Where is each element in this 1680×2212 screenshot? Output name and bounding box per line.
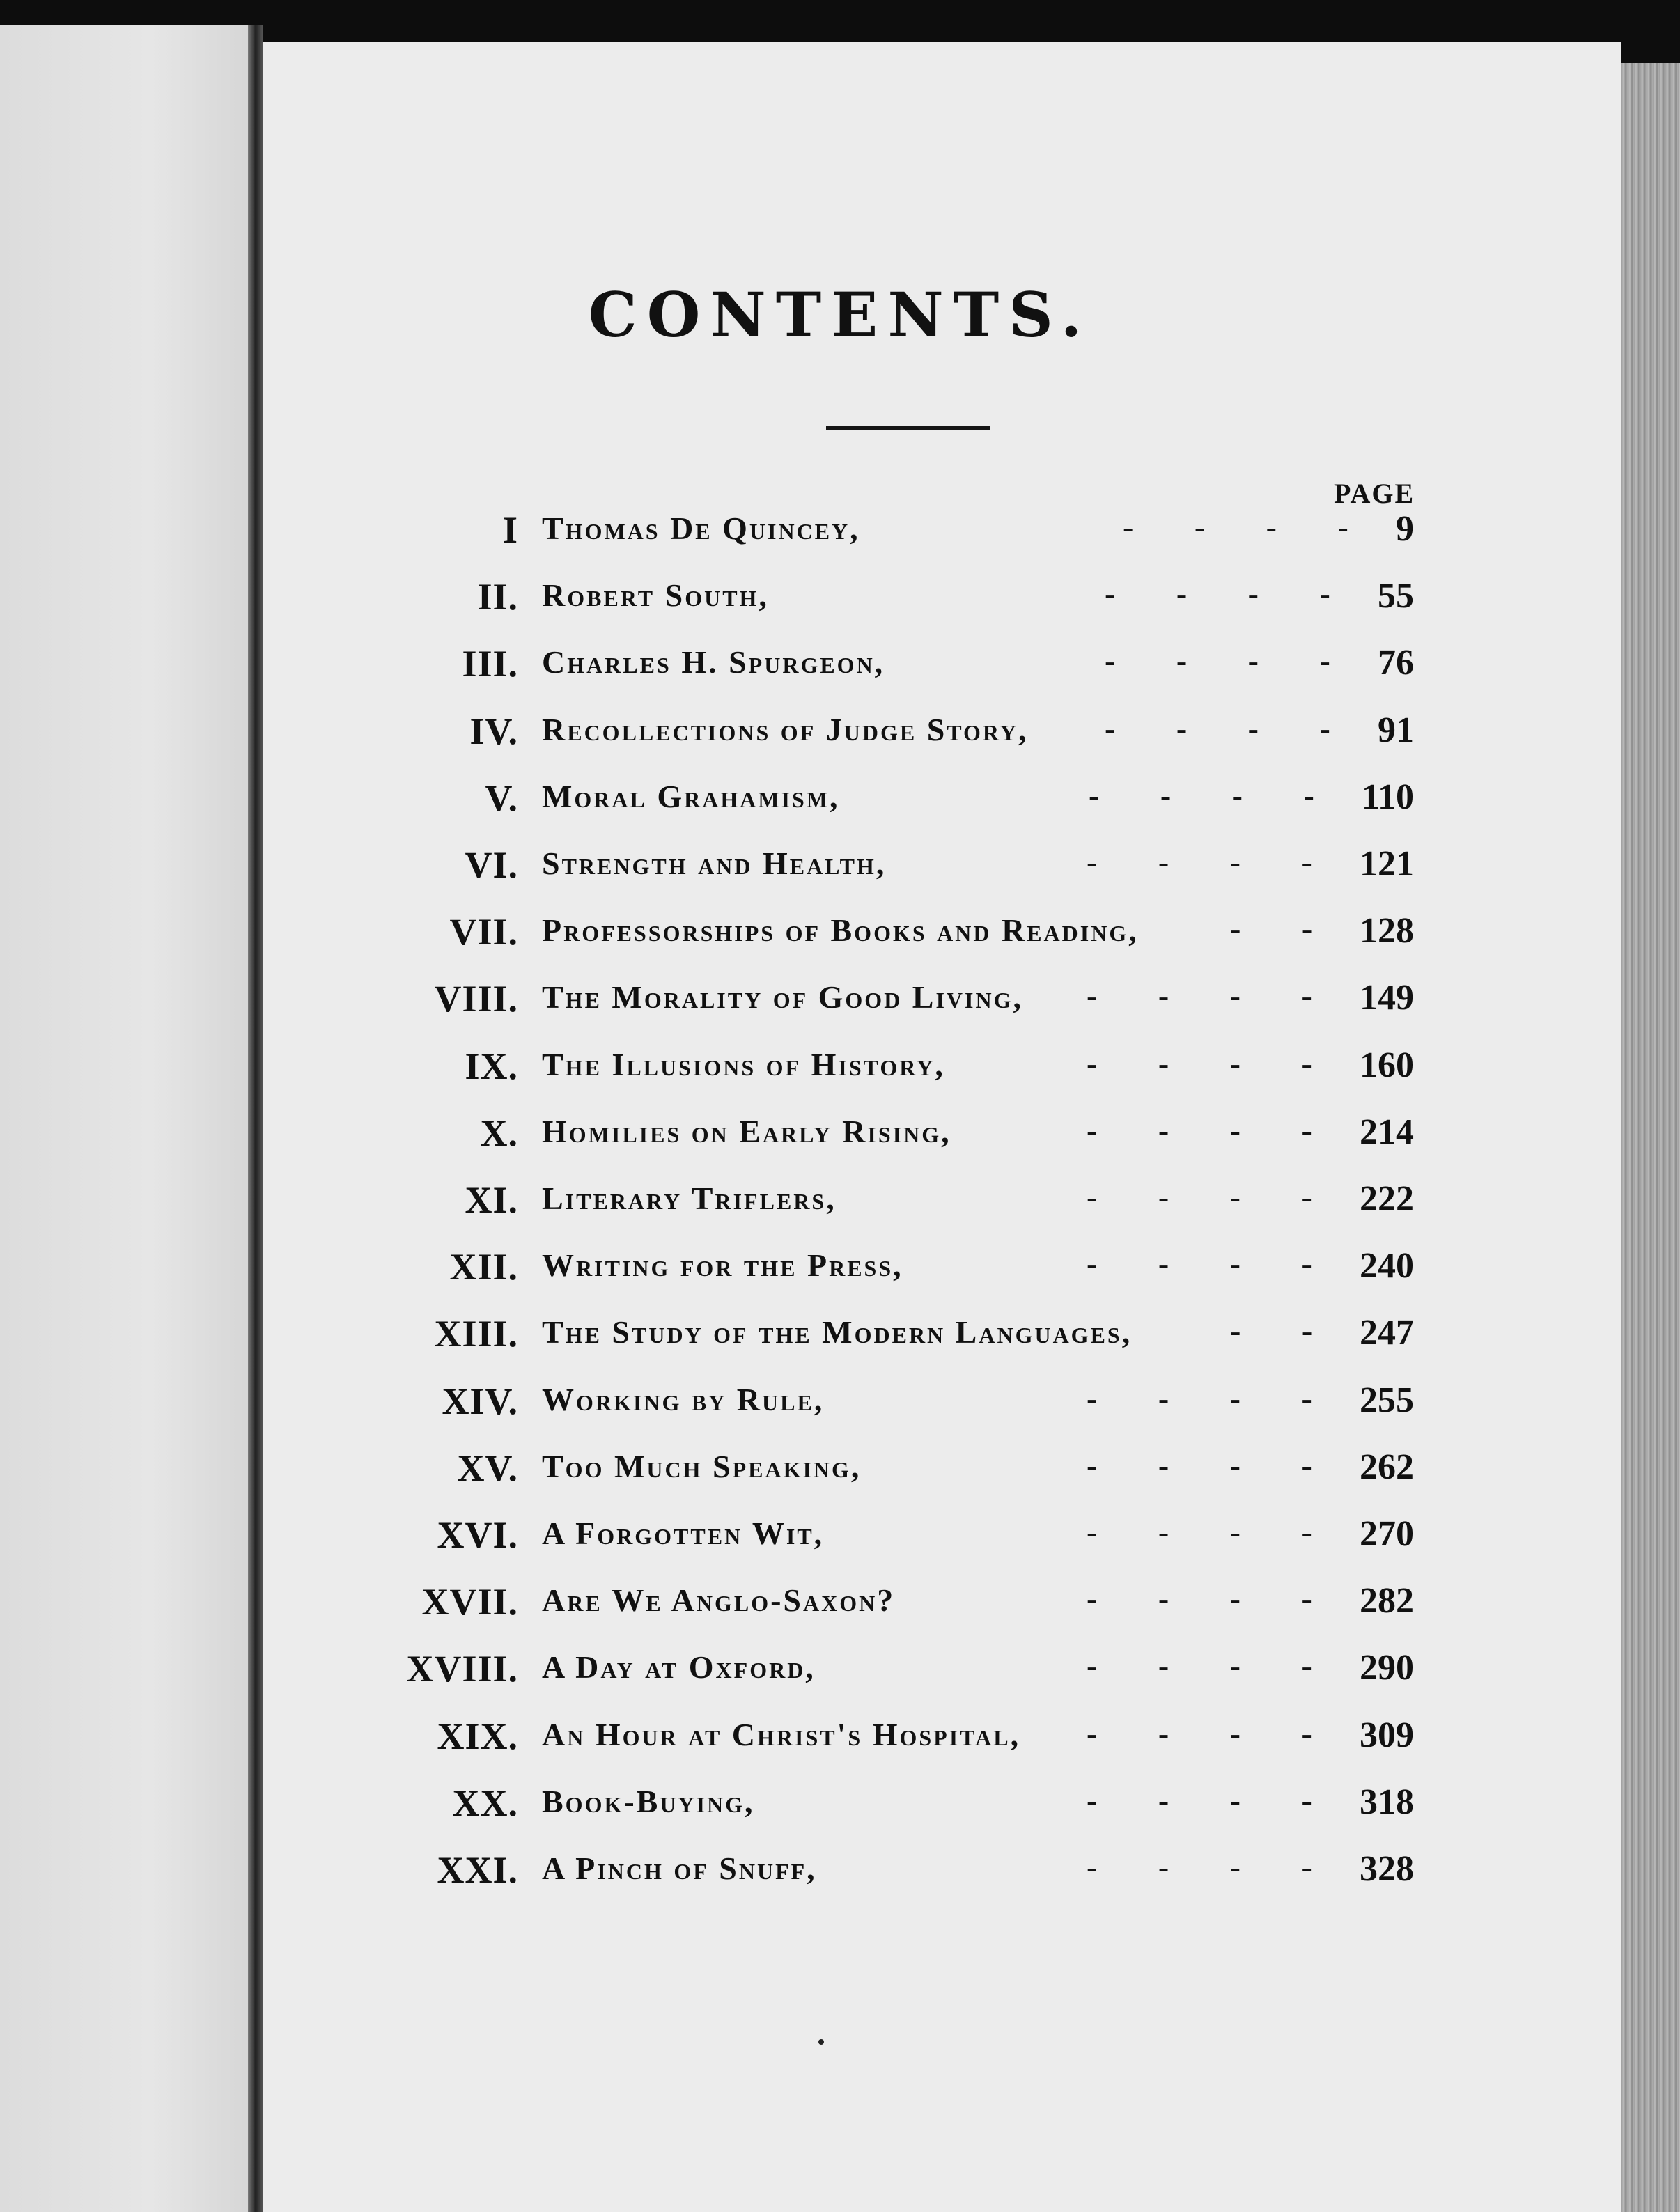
chapter-number: XI. — [465, 1179, 518, 1221]
chapter-title: A Day at Oxford, — [542, 1649, 816, 1685]
chapter-title: Too Much Speaking, — [542, 1448, 862, 1484]
page-number: 318 — [1360, 1782, 1414, 1822]
page-number: 160 — [1360, 1045, 1414, 1085]
page-title: CONTENTS. — [588, 279, 1092, 351]
page-number: 222 — [1360, 1179, 1414, 1219]
dot-leader: - - - - — [1123, 509, 1375, 545]
page-number: 91 — [1378, 710, 1414, 750]
chapter-number: XV. — [457, 1447, 518, 1489]
dot-leader: - - - - — [1087, 1045, 1339, 1081]
chapter-number: II. — [477, 576, 518, 618]
chapter-title: Working by Rule, — [542, 1381, 825, 1417]
chapter-number: IX. — [465, 1045, 518, 1087]
dot-leader: - - - - — [1087, 1514, 1339, 1550]
dot-leader: - - - - — [1087, 1112, 1339, 1148]
toc-entry — [0, 1848, 1680, 1911]
chapter-title: Moral Grahamism, — [542, 778, 840, 814]
chapter-title: The Study of the Modern Languages, — [542, 1314, 1133, 1350]
toc-entry — [0, 710, 1680, 772]
chapter-title: Recollections of Judge Story, — [542, 711, 1029, 747]
chapter-title: Professorships of Books and Reading, — [542, 912, 1139, 949]
page-number: 247 — [1360, 1313, 1414, 1353]
toc-entry — [0, 508, 1680, 571]
dot-leader: - - - - — [1087, 1447, 1339, 1483]
chapter-number: IV. — [469, 710, 518, 752]
toc-entry — [0, 977, 1680, 1040]
dot-leader: - - - - — [1087, 1849, 1339, 1885]
toc-entry — [0, 1715, 1680, 1777]
dot-leader: - - - - — [1087, 1715, 1339, 1751]
chapter-title: An Hour at Christ's Hospital, — [542, 1716, 1021, 1752]
chapter-number: XX. — [452, 1782, 518, 1824]
chapter-number: III. — [462, 643, 518, 685]
chapter-title: Charles H. Spurgeon, — [542, 644, 885, 680]
toc-entry — [0, 777, 1680, 839]
dot-leader: - - - - — [1089, 777, 1341, 813]
chapter-title: Writing for the Press, — [542, 1247, 903, 1284]
toc-entry — [0, 1312, 1680, 1375]
toc-entry — [0, 1380, 1680, 1442]
page-number: 76 — [1378, 643, 1414, 683]
dot-leader: - - - - — [1087, 1246, 1339, 1282]
chapter-title: Strength and Health, — [542, 846, 887, 881]
page-number: 270 — [1360, 1514, 1414, 1554]
title-rule — [826, 426, 990, 430]
chapter-number: XIII. — [434, 1313, 518, 1355]
chapter-title: A Pinch of Snuff, — [542, 1851, 817, 1886]
chapter-number: VI. — [465, 844, 518, 886]
chapter-number: XII. — [449, 1246, 518, 1288]
toc-entry — [0, 1647, 1680, 1710]
page-number: 214 — [1360, 1112, 1414, 1152]
page-number: 262 — [1360, 1447, 1414, 1487]
chapter-number: XIX. — [437, 1715, 518, 1757]
dot-leader: - - - - — [1105, 643, 1357, 679]
dot-leader: - - — [1230, 911, 1339, 947]
page-column-header: PAGE — [1334, 478, 1415, 509]
page-number: 309 — [1360, 1715, 1414, 1755]
page-number: 149 — [1360, 978, 1414, 1018]
dot-leader: - - — [1230, 1313, 1339, 1349]
chapter-number: XXI. — [437, 1849, 518, 1891]
chapter-number: X. — [480, 1112, 518, 1154]
dot-leader: - - - - — [1087, 978, 1339, 1014]
dot-leader: - - - - — [1105, 576, 1357, 612]
chapter-title: A Forgotten Wit, — [542, 1516, 825, 1551]
toc-entry — [0, 1513, 1680, 1576]
chapter-number: XVI. — [437, 1514, 518, 1556]
chapter-title: Homilies on Early Rising, — [542, 1113, 951, 1149]
chapter-number: XVIII. — [406, 1648, 518, 1690]
page-number: 9 — [1396, 509, 1414, 549]
chapter-title: Literary Triflers, — [542, 1181, 837, 1216]
page-number: 255 — [1360, 1380, 1414, 1420]
chapter-number: V. — [485, 777, 518, 819]
chapter-title: Book-Buying, — [542, 1783, 755, 1819]
chapter-title: The Illusions of History, — [542, 1046, 945, 1082]
chapter-number: VIII. — [434, 978, 518, 1020]
dot-leader: - - - - — [1087, 1380, 1339, 1416]
page-number: 121 — [1360, 844, 1414, 884]
chapter-title: Robert South, — [542, 577, 769, 614]
dot-leader: - - - - — [1087, 1648, 1339, 1684]
toc-entry — [0, 575, 1680, 638]
chapter-title: The Morality of Good Living, — [542, 979, 1023, 1015]
page-number: 55 — [1378, 576, 1414, 616]
ink-dot — [818, 2039, 824, 2045]
toc-entry — [0, 910, 1680, 973]
dot-leader: - - - - — [1087, 1782, 1339, 1818]
chapter-title: Thomas De Quincey, — [542, 511, 860, 546]
toc-entry — [0, 1045, 1680, 1107]
toc-entry — [0, 1178, 1680, 1241]
dot-leader: - - - - — [1105, 710, 1357, 746]
dot-leader: - - - - — [1087, 1179, 1339, 1215]
toc-entry — [0, 1447, 1680, 1509]
page-number: 282 — [1360, 1581, 1414, 1621]
toc-entry — [0, 843, 1680, 906]
chapter-number: XVII. — [421, 1581, 518, 1623]
toc-entry — [0, 642, 1680, 705]
toc-entry — [0, 1112, 1680, 1174]
chapter-number: VII. — [449, 911, 518, 953]
dot-leader: - - - - — [1087, 1581, 1339, 1617]
chapter-number: XIV. — [442, 1380, 518, 1422]
page-number: 128 — [1360, 911, 1414, 951]
page-number: 290 — [1360, 1648, 1414, 1688]
chapter-number: I — [502, 509, 518, 551]
toc-entry — [0, 1580, 1680, 1643]
page-number: 328 — [1360, 1849, 1414, 1889]
page-number: 110 — [1361, 777, 1414, 817]
page-number: 240 — [1360, 1246, 1414, 1286]
toc-entry — [0, 1782, 1680, 1844]
dot-leader: - - - - — [1087, 844, 1339, 880]
toc-entry — [0, 1245, 1680, 1308]
chapter-title: Are We Anglo-Saxon? — [542, 1582, 896, 1619]
